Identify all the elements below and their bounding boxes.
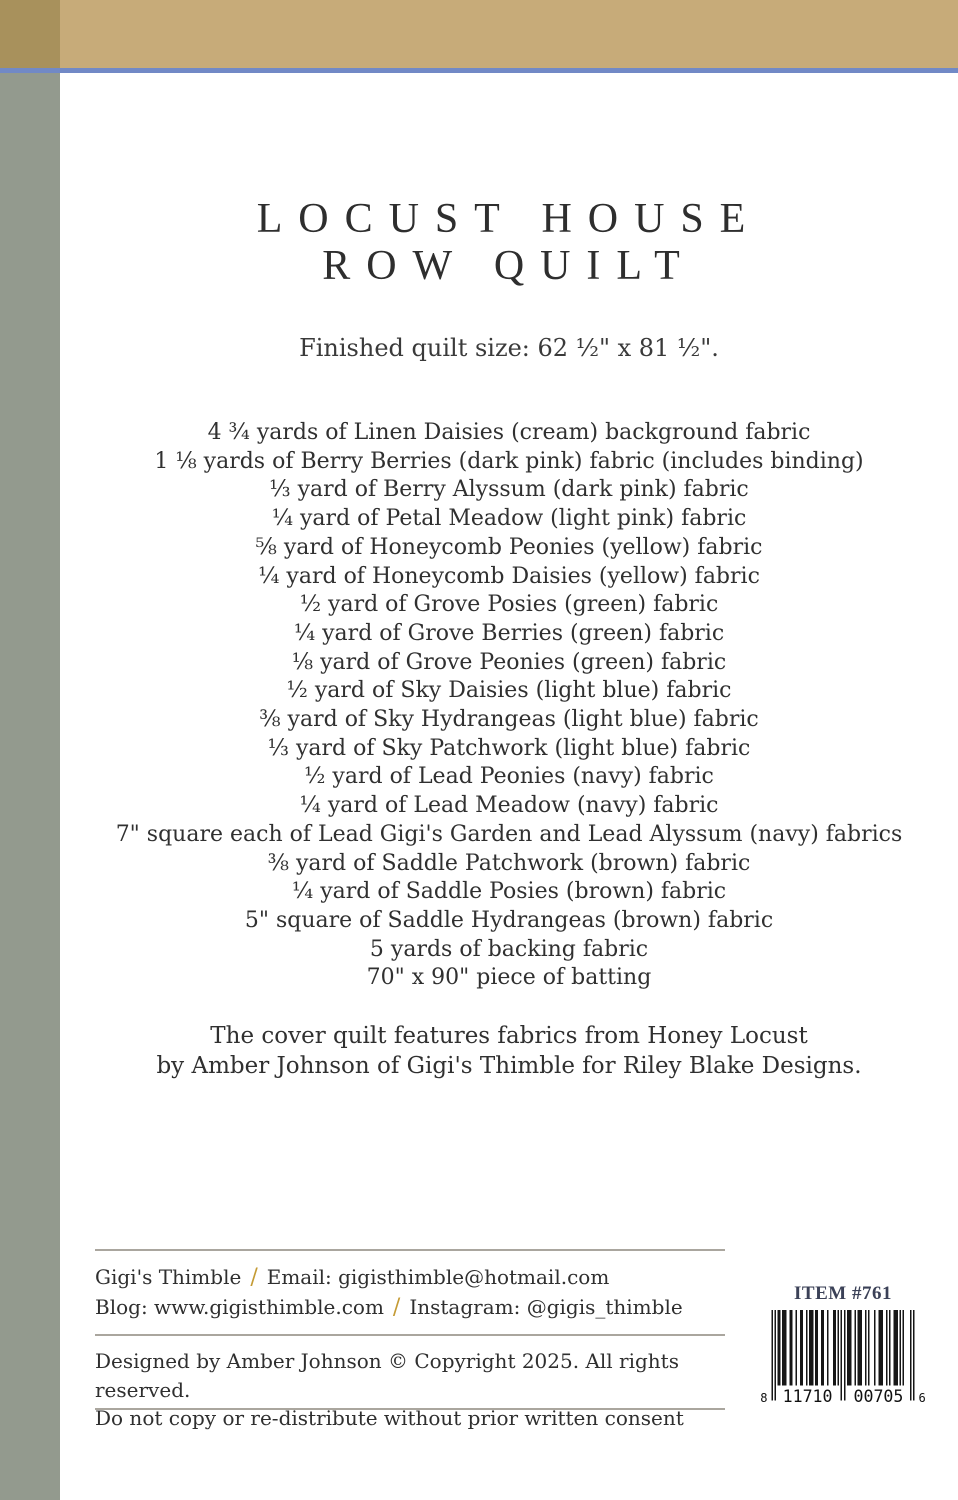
- footer-divider-middle: [95, 1334, 725, 1336]
- item-number-label: ITEM #761: [794, 1283, 892, 1304]
- instagram-text: Instagram: @gigis_thimble: [409, 1294, 683, 1319]
- material-item: ¼ yard of Petal Meadow (light pink) fabric: [271, 506, 747, 532]
- svg-text:11710: 11710: [782, 1386, 833, 1405]
- contact-line-1: [95, 1263, 725, 1293]
- left-side-strip: [0, 73, 60, 1500]
- material-item: ½ yard of Sky Daisies (light blue) fabric: [286, 678, 732, 704]
- material-item: ½ yard of Lead Peonies (navy) fabric: [304, 764, 714, 790]
- svg-text:6: 6: [918, 1390, 926, 1405]
- top-left-corner-block: [0, 0, 60, 68]
- material-item: ⅓ yard of Sky Patchwork (light blue) fabric: [267, 735, 751, 761]
- material-item: ⅜ yard of Sky Hydrangeas (light blue) fabric: [259, 707, 759, 733]
- gold-slash-icon: /: [250, 1265, 258, 1290]
- material-item: ⅝ yard of Honeycomb Peonies (yellow) fabric: [255, 534, 763, 560]
- top-tan-bar: [60, 0, 958, 68]
- finished-size-text: Finished quilt size: 62 ½" x 81 ½".: [299, 334, 719, 362]
- material-item: ¼ yard of Honeycomb Daisies (yellow) fabric: [258, 563, 760, 589]
- copyright-line-1: Designed by Amber Johnson © Copyright 2025. All rights reserved.: [95, 1349, 679, 1402]
- blog-text: Blog: www.gigisthimble.com: [95, 1294, 384, 1319]
- material-item: 70" x 90" piece of batting: [366, 965, 652, 991]
- material-item: 1 ⅛ yards of Berry Berries (dark pink) fabric (includes binding): [154, 448, 864, 474]
- material-item: ¼ yard of Lead Meadow (navy) fabric: [299, 793, 719, 819]
- material-item: ⅛ yard of Grove Peonies (green) fabric: [291, 649, 727, 675]
- barcode-block: [752, 1283, 934, 1405]
- material-item: ¼ yard of Grove Berries (green) fabric: [293, 620, 725, 646]
- material-item: ⅓ yard of Berry Alyssum (dark pink) fabric: [269, 477, 749, 503]
- contact-block: [95, 1263, 725, 1322]
- copyright-block: [95, 1347, 735, 1433]
- upc-barcode: [756, 1310, 930, 1405]
- material-item: ¼ yard of Saddle Posies (brown) fabric: [291, 879, 727, 905]
- material-item: 4 ¾ yards of Linen Daisies (cream) background fabric: [207, 420, 811, 445]
- cover-note: [60, 1022, 958, 1081]
- contact-line-2: [95, 1293, 725, 1323]
- gold-slash-icon: /: [392, 1294, 401, 1320]
- cover-note-line2: by Amber Johnson of Gigi's Thimble for Riley Blake Designs.: [156, 1052, 862, 1079]
- copyright-line-2: Do not copy or re-distribute without prior written consent: [95, 1406, 684, 1430]
- footer-divider-top: [95, 1249, 725, 1251]
- page-title: [60, 196, 958, 290]
- email-text: Email: gigisthimble@hotmail.com: [266, 1265, 610, 1289]
- svg-text:8: 8: [760, 1390, 768, 1405]
- material-item: 7" square each of Lead Gigi's Garden and Lead Alyssum (navy) fabrics: [115, 821, 903, 847]
- page-title-line1: LOCUST HOUSE: [256, 196, 762, 242]
- material-item: 5" square of Saddle Hydrangeas (brown) fabric: [244, 907, 774, 933]
- svg-text:00705: 00705: [853, 1386, 904, 1405]
- material-item: ⅜ yard of Saddle Patchwork (brown) fabric: [267, 850, 751, 876]
- material-item: 5 yards of backing fabric: [369, 936, 649, 962]
- materials-list: [60, 419, 958, 993]
- blue-accent-line: [0, 68, 958, 73]
- cover-note-line1: The cover quilt features fabrics from Honey Locust: [210, 1023, 808, 1049]
- material-item: ½ yard of Grove Posies (green) fabric: [299, 592, 719, 618]
- page-title-line2: ROW QUILT: [322, 243, 696, 289]
- brand-name: Gigi's Thimble: [95, 1265, 242, 1289]
